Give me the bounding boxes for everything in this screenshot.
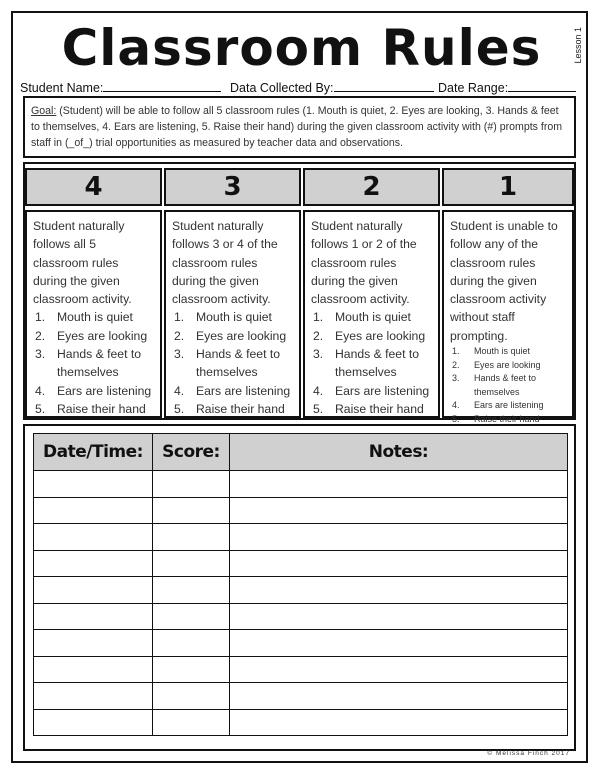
score-cell[interactable]: [153, 497, 230, 524]
rubric-score: 3: [164, 168, 301, 206]
rule-item: 3. Hands & feet to themselves: [452, 373, 537, 397]
rubric-criteria: [442, 210, 574, 424]
table-row: [34, 471, 568, 498]
data-collected-by-label: Data Collected By:: [230, 81, 334, 95]
date-range-label: Date Range:: [438, 81, 509, 95]
table-row: [34, 577, 568, 604]
notes-cell[interactable]: [230, 471, 568, 498]
notes-cell[interactable]: [230, 603, 568, 630]
data-collected-by-field[interactable]: [230, 79, 434, 95]
info-fields: [20, 79, 585, 95]
date-time-cell[interactable]: [34, 471, 153, 498]
rubric-description: Student is unable to follow any of the classroom rules during the given classroom activity without staff prompting.: [450, 219, 558, 343]
score-cell[interactable]: [153, 709, 230, 736]
date-time-cell[interactable]: [34, 683, 153, 710]
rubric-column-1: [442, 168, 574, 424]
score-cell[interactable]: [153, 603, 230, 630]
rule-item: 5. Raise their hand: [174, 401, 285, 416]
rule-item: 2. Eyes are looking: [452, 359, 541, 370]
rule-item: 4. Ears are listening: [35, 383, 152, 398]
date-time-cell[interactable]: [34, 630, 153, 657]
rubric-column-3: [164, 168, 301, 418]
rule-item: 1. Mouth is quiet: [452, 346, 531, 357]
rubric-score: 1: [442, 168, 574, 206]
date-time-cell[interactable]: [34, 524, 153, 551]
table-row: [34, 709, 568, 736]
rubric-description: Student naturally follows 3 or 4 of the classroom rules during the given classroom activity.: [172, 219, 278, 307]
rubric-score: 2: [303, 168, 440, 206]
date-time-cell[interactable]: [34, 497, 153, 524]
rubric-column-4: [25, 168, 162, 418]
score-cell[interactable]: [153, 550, 230, 577]
rule-item: 2. Eyes are looking: [35, 328, 148, 343]
table-row: [34, 656, 568, 683]
table-row: [34, 550, 568, 577]
rule-item: 5. Raise their hand: [35, 401, 146, 416]
score-cell[interactable]: [153, 630, 230, 657]
score-cell[interactable]: [153, 577, 230, 604]
rule-item: 2. Eyes are looking: [313, 328, 426, 343]
scoring-rubric: [23, 162, 576, 424]
score-header: Score:: [153, 434, 230, 471]
rule-item: 4. Ears are listening: [174, 383, 291, 398]
rule-item: 1. Mouth is quiet: [35, 310, 133, 325]
rubric-criteria: [164, 210, 301, 418]
rule-item: 3. Hands & feet to themselves: [313, 347, 420, 380]
notes-cell[interactable]: [230, 524, 568, 551]
student-name-field[interactable]: [20, 79, 221, 95]
rule-item: 4. Ears are listening: [313, 383, 430, 398]
goal-box: [23, 96, 576, 158]
student-name-label: Student Name:: [20, 81, 104, 95]
rule-item: 2. Eyes are looking: [174, 328, 287, 343]
score-cell[interactable]: [153, 683, 230, 710]
data-log-section: [23, 424, 576, 751]
copyright-text: © Melissa Finch 2017: [487, 750, 570, 757]
table-row: [34, 630, 568, 657]
rubric-score: 4: [25, 168, 162, 206]
notes-cell[interactable]: [230, 550, 568, 577]
rule-item: 5. Raise their hand: [452, 413, 540, 424]
worksheet-page: [11, 11, 588, 763]
date-time-cell[interactable]: [34, 709, 153, 736]
notes-cell[interactable]: [230, 497, 568, 524]
date-time-header: Date/Time:: [34, 434, 153, 471]
notes-header: Notes:: [230, 434, 568, 471]
date-time-cell[interactable]: [34, 577, 153, 604]
notes-cell[interactable]: [230, 709, 568, 736]
rule-item: 1. Mouth is quiet: [313, 310, 411, 325]
date-range-field[interactable]: [438, 79, 576, 95]
rubric-column-2: [303, 168, 440, 418]
table-header-row: [34, 434, 568, 471]
goal-label: Goal:: [31, 105, 57, 117]
table-row: [34, 497, 568, 524]
date-time-cell[interactable]: [34, 550, 153, 577]
date-time-cell[interactable]: [34, 603, 153, 630]
score-cell[interactable]: [153, 524, 230, 551]
notes-cell[interactable]: [230, 577, 568, 604]
rule-item: 1. Mouth is quiet: [174, 310, 272, 325]
rubric-criteria: [25, 210, 162, 418]
data-log-table: [33, 433, 568, 736]
notes-cell[interactable]: [230, 630, 568, 657]
rule-item: 4. Ears are listening: [452, 400, 544, 411]
table-row: [34, 603, 568, 630]
rule-item: 3. Hands & feet to themselves: [174, 347, 281, 380]
score-cell[interactable]: [153, 656, 230, 683]
page-title: Classroom Rules: [61, 19, 542, 77]
rubric-criteria: [303, 210, 440, 418]
rule-item: 5. Raise their hand: [313, 401, 424, 416]
notes-cell[interactable]: [230, 683, 568, 710]
notes-cell[interactable]: [230, 656, 568, 683]
rubric-description: Student naturally follows 1 or 2 of the classroom rules during the given classroom activity.: [311, 219, 417, 307]
date-time-cell[interactable]: [34, 656, 153, 683]
score-cell[interactable]: [153, 471, 230, 498]
rubric-description: Student naturally follows all 5 classroom rules during the given classroom activity.: [33, 219, 132, 307]
table-row: [34, 683, 568, 710]
goal-text: (Student) will be able to follow all 5 classroom rules (1. Mouth is quiet, 2. Eyes are looking, 3. Hands & feet to themselves, 4. Ears are listening, 5. Raise their hand) during the given classroom activity with (#) prompts from staff in (_of_) trial opportunities as measured by teacher data and observations.: [31, 105, 563, 149]
table-row: [34, 524, 568, 551]
lesson-label: Lesson 1: [573, 27, 583, 64]
rule-item: 3. Hands & feet to themselves: [35, 347, 142, 380]
